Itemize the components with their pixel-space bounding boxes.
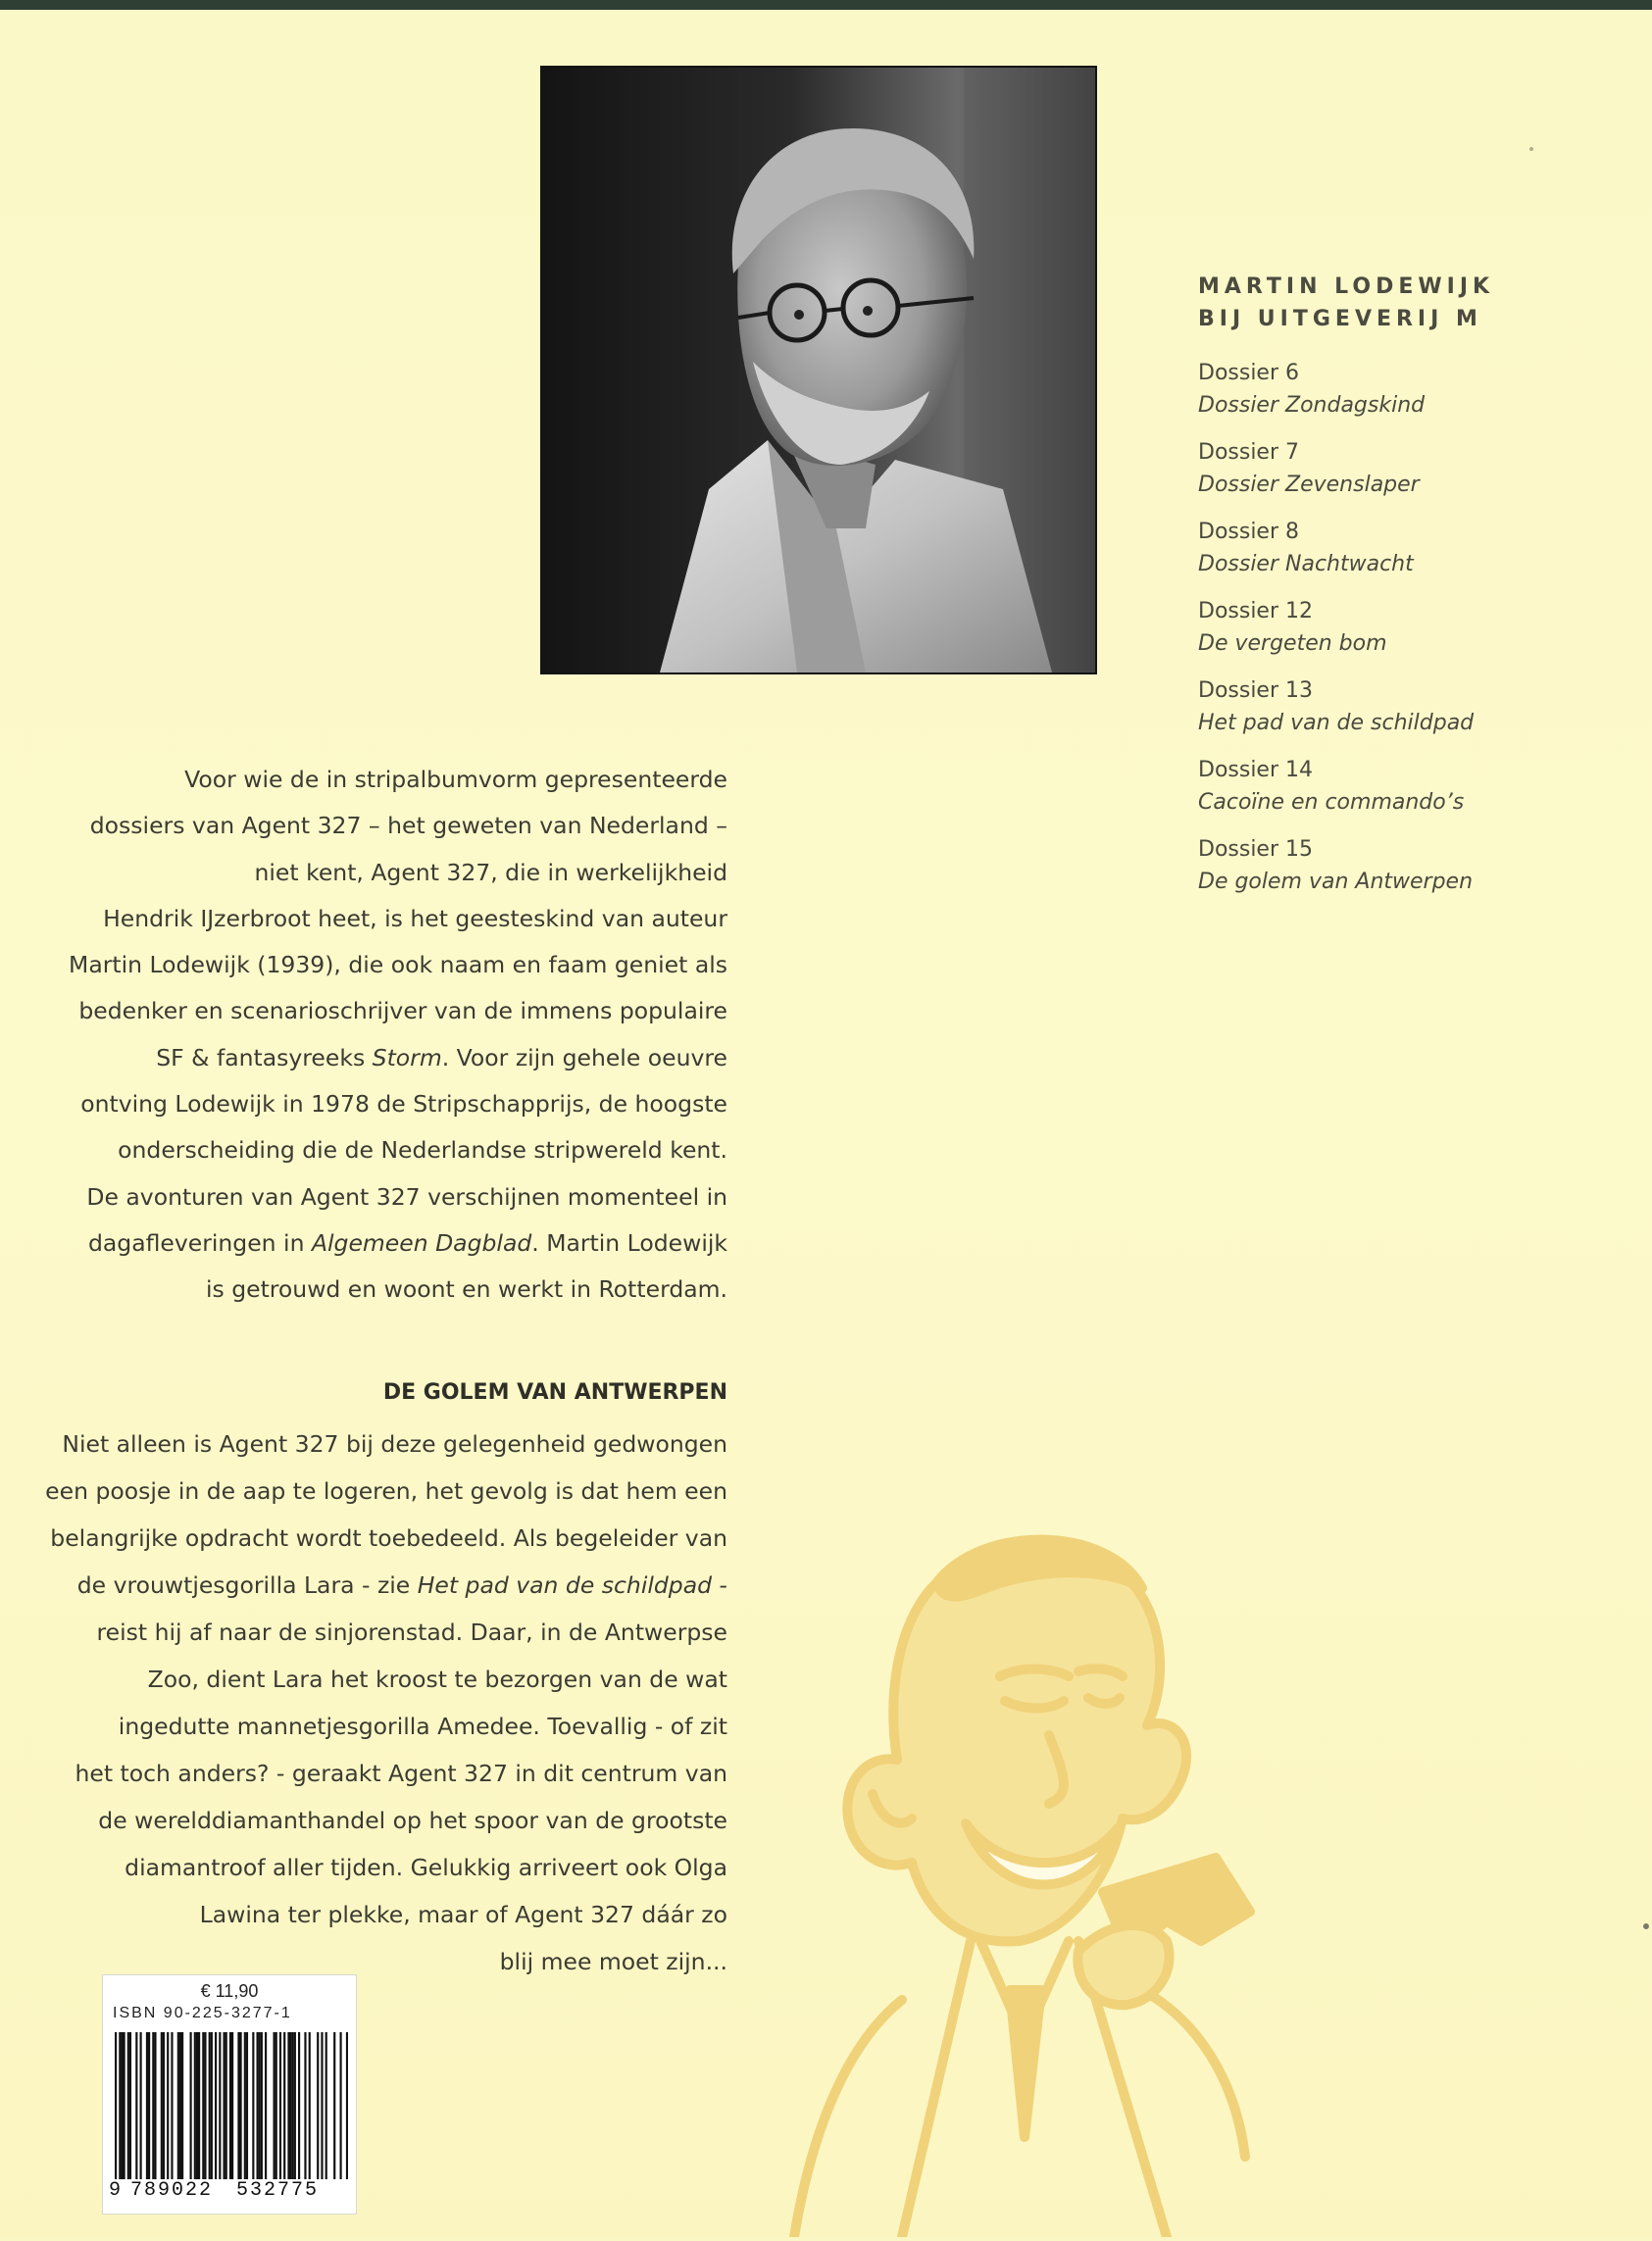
dossier-number: Dossier 7: [1198, 440, 1300, 465]
agent-327-silhouette-icon: [755, 1529, 1265, 2237]
barcode-bar: [124, 2032, 125, 2179]
barcode-bar: [261, 2032, 263, 2179]
dossier-item: [1198, 674, 1610, 739]
barcode-bar: [154, 2032, 156, 2179]
bio-italic-title: Algemeen Dagblad: [311, 1228, 532, 1257]
barcode-bar: [317, 2032, 319, 2179]
synopsis-line: een poosje in de aap te logeren, het gevolg is dat hem een: [45, 1477, 727, 1505]
synopsis-italic-title: Het pad van de schildpad: [417, 1571, 713, 1599]
bio-line: Hendrik IJzerbroot heet, is het geesteskind van auteur: [103, 904, 727, 932]
barcode-bar: [140, 2032, 142, 2179]
barcode-bar: [346, 2032, 348, 2179]
dossier-title: Dossier Zondagskind: [1198, 393, 1426, 418]
barcode-bar: [190, 2032, 192, 2179]
barcode-bar: [215, 2032, 217, 2179]
dossier-number: Dossier 13: [1198, 678, 1314, 703]
barcode-bar: [194, 2032, 196, 2179]
barcode-bar: [167, 2032, 169, 2179]
barcode-bar: [171, 2032, 173, 2179]
bio-line: Voor wie de in stripalbumvorm gepresenteerde: [184, 766, 727, 793]
dossier-title: Dossier Nachtwacht: [1198, 552, 1414, 576]
barcode-bar: [209, 2032, 211, 2179]
barcode-bar: [119, 2032, 121, 2179]
barcode-bar: [265, 2032, 267, 2179]
bio-line: ontving Lodewijk in 1978 de Stripschapprijs, de hoogste: [80, 1090, 727, 1119]
dossier-number: Dossier 6: [1198, 361, 1300, 385]
series-heading: [1198, 271, 1610, 335]
ean-digits: [109, 2179, 354, 2202]
barcode-bar: [309, 2032, 311, 2179]
barcode-bar: [244, 2032, 246, 2179]
synopsis-line: belangrijke opdracht wordt toebedeeld. Als begeleider van: [50, 1524, 727, 1552]
barcode-bar: [204, 2032, 206, 2179]
barcode-bars: [115, 2032, 348, 2179]
synopsis-line: Niet alleen is Agent 327 bij deze gelegenheid gedwongen: [62, 1430, 727, 1458]
barcode-bar: [231, 2032, 233, 2179]
bio-text: dagafleveringen in: [87, 1228, 312, 1257]
barcode-bar: [115, 2032, 117, 2179]
dossier-item: [1198, 357, 1610, 422]
synopsis-line: reist hij af naar de sinjorenstad. Daar, in de Antwerpse: [96, 1618, 727, 1646]
barcode-bar: [325, 2032, 327, 2179]
barcode-bar: [127, 2032, 129, 2179]
barcode-bar: [298, 2032, 300, 2179]
barcode-bar: [129, 2032, 131, 2179]
dossier-item: [1198, 516, 1610, 580]
top-edge-strip: [0, 0, 1652, 10]
dossier-item: [1198, 833, 1610, 898]
bio-line: Martin Lodewijk (1939), die ook naam en faam geniet als: [69, 951, 727, 979]
barcode-bar: [287, 2032, 289, 2179]
synopsis-line: Lawina ter plekke, maar of Agent 327 dáár zo: [199, 1901, 727, 1928]
barcode-sticker: [102, 1974, 357, 2215]
bio-line: [39, 1035, 727, 1081]
barcode-bar: [135, 2032, 137, 2179]
synopsis-text-part: de vrouwtjesgorilla Lara - zie: [76, 1571, 418, 1599]
dossier-item: [1198, 754, 1610, 819]
barcode-bar: [333, 2032, 335, 2179]
isbn-label: ISBN 90-225-3277-1: [113, 2005, 292, 2021]
barcode-bar: [292, 2032, 294, 2179]
synopsis-line: Zoo, dient Lara het kroost te bezorgen van de wat: [147, 1666, 727, 1693]
author-portrait-photo: [540, 66, 1097, 674]
barcode-bar: [252, 2032, 254, 2179]
price-label: € 11,90: [200, 1981, 259, 2001]
bio-text: . Voor zijn gehele oeuvre: [441, 1043, 727, 1071]
series-list: [1198, 271, 1610, 913]
barcode-bar: [224, 2032, 225, 2179]
synopsis-line: diamantroof aller tijden. Gelukkig arriveert ook Olga: [125, 1854, 727, 1881]
paper-speck: [1529, 147, 1533, 151]
bio-line: niet kent, Agent 327, die in werkelijkheid: [254, 858, 727, 886]
dossier-title: Dossier Zevenslaper: [1198, 473, 1420, 497]
dossier-item: [1198, 595, 1610, 660]
dossier-number: Dossier 14: [1198, 758, 1314, 782]
barcode-bar: [219, 2032, 221, 2179]
barcode-bar: [225, 2032, 227, 2179]
paper-speck: [1643, 1923, 1649, 1929]
ean-left-digits: 789022: [130, 2179, 214, 2202]
ean-first-digit: 9: [109, 2179, 122, 2202]
synopsis-line: de werelddiamanthandel op het spoor van de grootste: [98, 1807, 727, 1834]
bio-line: onderscheiding die de Nederlandse stripwereld kent.: [118, 1136, 727, 1165]
barcode-bar: [294, 2032, 296, 2179]
barcode-bar: [211, 2032, 213, 2179]
barcode-bar: [161, 2032, 163, 2179]
barcode-bar: [202, 2032, 204, 2179]
synopsis-line: blij mee moet zijn...: [499, 1948, 727, 1975]
bio-italic-title: Storm: [372, 1043, 442, 1071]
series-heading-line: BIJ UITGEVERIJ M: [1198, 307, 1482, 331]
barcode-bar: [321, 2032, 323, 2179]
barcode-bar: [240, 2032, 242, 2179]
barcode-bar: [290, 2032, 292, 2179]
barcode-bar: [229, 2032, 231, 2179]
synopsis-text-part: -: [712, 1571, 727, 1599]
barcode-bar: [274, 2032, 275, 2179]
barcode-bar: [340, 2032, 342, 2179]
barcode-bar: [177, 2032, 179, 2179]
barcode-bar: [196, 2032, 198, 2179]
barcode-bar: [237, 2032, 239, 2179]
barcode-bar: [146, 2032, 148, 2179]
synopsis-line: het toch anders? - geraakt Agent 327 in dit centrum van: [75, 1760, 727, 1787]
dossier-number: Dossier 8: [1198, 520, 1300, 544]
bio-line: is getrouwd en woont en werkt in Rotterdam.: [205, 1275, 727, 1304]
barcode-bar: [279, 2032, 281, 2179]
dossier-title: Het pad van de schildpad: [1198, 711, 1475, 735]
ean-right-digits: 532775: [236, 2179, 320, 2202]
bio-line: De avonturen van Agent 327 verschijnen momenteel in: [86, 1182, 727, 1211]
barcode-bar: [275, 2032, 277, 2179]
barcode-bar: [181, 2032, 183, 2179]
bio-line: [39, 1220, 727, 1267]
bio-line: dossiers van Agent 327 – het geweten van Nederland –: [89, 812, 727, 840]
bio-line: bedenker en scenarioschrijver van de immens populaire: [78, 997, 727, 1025]
dossier-title: De golem van Antwerpen: [1198, 870, 1474, 894]
barcode-bar: [179, 2032, 181, 2179]
synopsis-text: [39, 1420, 727, 1985]
dossier-title: Cacoïne en commando’s: [1198, 790, 1465, 815]
barcode-bar: [283, 2032, 285, 2179]
barcode-bar: [246, 2032, 248, 2179]
barcode-bar: [304, 2032, 306, 2179]
barcode-bar: [198, 2032, 200, 2179]
author-bio: [39, 757, 727, 1314]
dossier-item: [1198, 436, 1610, 501]
synopsis-line: ingedutte mannetjesgorilla Amedee. Toevallig - of zit: [118, 1713, 727, 1740]
barcode-bar: [257, 2032, 259, 2179]
series-heading-line: MARTIN LODEWIJK: [1198, 274, 1495, 299]
dossier-title: De vergeten bom: [1198, 631, 1387, 656]
bio-text: . Martin Lodewijk: [531, 1228, 727, 1257]
barcode-bar: [121, 2032, 123, 2179]
bio-text: SF & fantasyreeks: [156, 1043, 373, 1071]
barcode-bar: [259, 2032, 261, 2179]
synopsis-line: [39, 1562, 727, 1609]
barcode-bar: [148, 2032, 150, 2179]
dossier-number: Dossier 15: [1198, 837, 1314, 862]
barcode-bar: [152, 2032, 154, 2179]
synopsis-heading: DE GOLEM VAN ANTWERPEN: [382, 1380, 727, 1405]
dossier-number: Dossier 12: [1198, 599, 1314, 623]
barcode-bar: [163, 2032, 165, 2179]
